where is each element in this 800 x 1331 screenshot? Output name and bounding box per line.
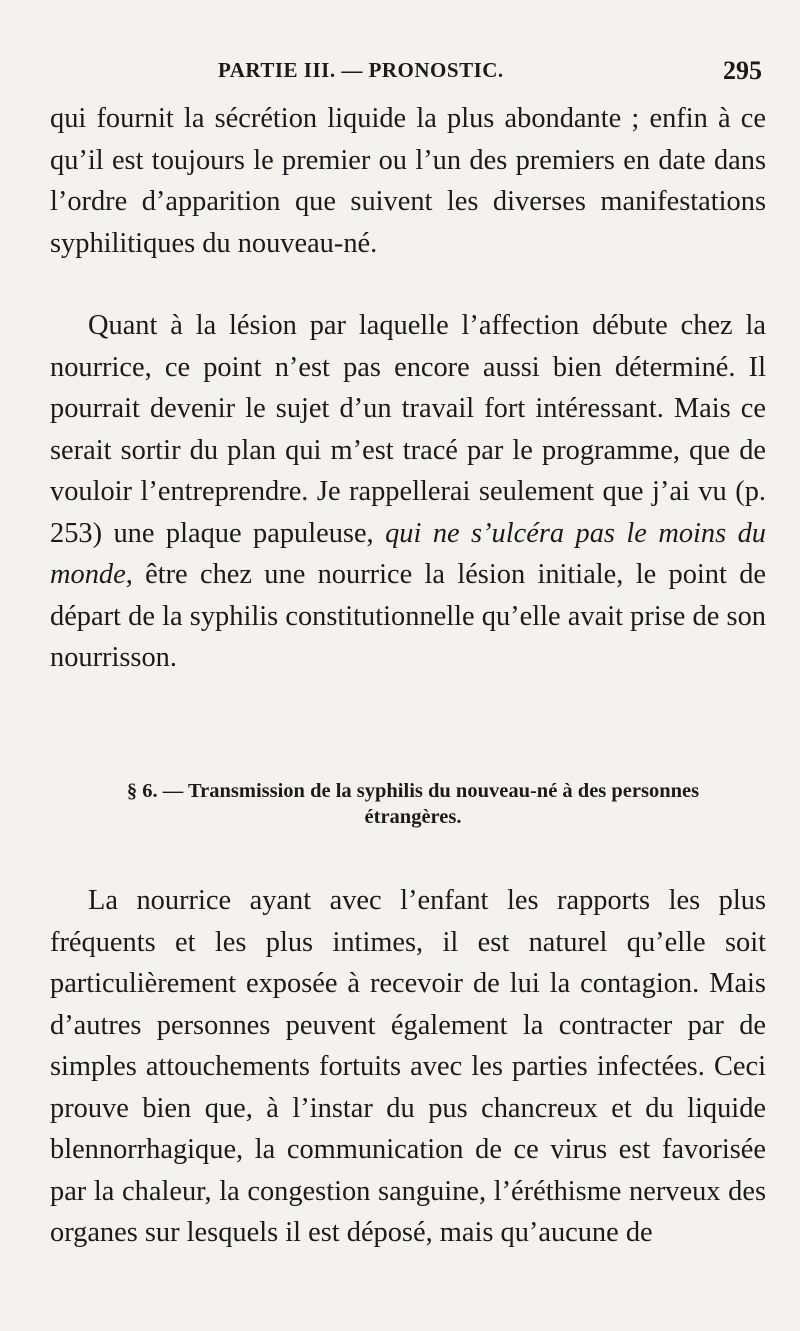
paragraph-2-text-b: , être chez une nourrice la lésion initiale, le point de départ de la syphilis constitutionnelle qu’elle avait prise de son nourrisson. — [50, 559, 766, 673]
section-heading — [88, 778, 738, 830]
page-header — [0, 56, 800, 88]
paragraph-2 — [50, 305, 766, 679]
paragraph-1: qui fournit la sécrétion liquide la plus abondante ; enfin à ce qu’il est toujours le premier ou l’un des premiers en date dans l’ordre d’apparition que suivent les diverses manifestations syphilitiques du nouveau-né. — [50, 103, 766, 259]
running-head: PARTIE III. — PRONOSTIC. — [218, 58, 504, 82]
paragraph-2-text-a: Quant à la lésion par laquelle l’affection débute chez la nourrice, ce point n’est pas encore aussi bien déterminé. Il pourrait devenir le sujet d’un travail fort intéressant. Mais ce serait sortir du plan qui m’est tracé par le programme, que de vouloir l’entreprendre. Je rappellerai seulement que j’ai vu (p. 253) une plaque papuleuse, — [50, 310, 766, 549]
paragraph-2-italic: qui ne s’ulcéra pas le moins du monde — [50, 517, 766, 590]
paragraph-3: La nourrice ayant avec l’enfant les rapports les plus fréquents et les plus intimes, il est naturel qu’elle soit particulièrement exposée à recevoir de lui la contagion. Mais d’autres personnes peuvent également la contracter par de simples attouchements fortuits avec les parties infectées. Ceci prouve bien que, à l’instar du pus chancreux et du liquide blennorrhagique, la communication de ce virus est favorisée par la chaleur, la congestion sanguine, l’éréthisme nerveux des organes sur lesquels il est déposé, mais qu’aucune de — [50, 885, 766, 1248]
section-heading-line-2: étrangères. — [364, 806, 462, 828]
page-number: 295 — [723, 56, 762, 85]
section-heading-line-1: § 6. — Transmission de la syphilis du nouveau-né à des personnes — [126, 780, 700, 802]
